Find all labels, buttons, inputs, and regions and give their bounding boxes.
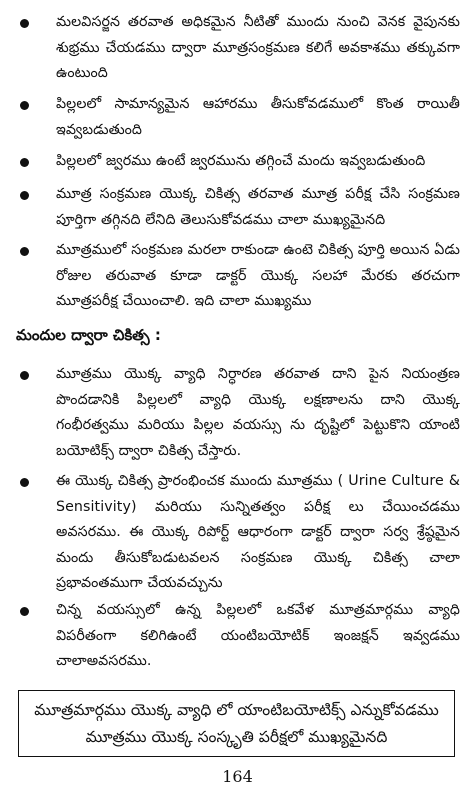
bullet-icon (20, 371, 29, 380)
bullet-icon (20, 19, 29, 28)
list-item-text: మూత్రములో సంక్రమణ మరలా రాకుండా ఉంటె చికిత్స పూర్తి అయిన ఏడు రోజుల తరువాత కూడా డాక్టర్ యొక్క సలహా మేరకు తరచుగా మూత్రపరీక్ష చేయించాలి. ఇది చాలా ముఖ్యము (56, 242, 460, 309)
bullet-icon (20, 101, 29, 110)
page-number: 164 (222, 767, 253, 786)
list-item-text: చిన్న వయస్సులో ఉన్న పిల్లలలో ఒకవేళ మూత్రమార్గము వ్యాధి విపరీతంగా కలిగిఉంటే యంటిబయోటిక్ ఇంజక్షన్ ఇవ్వడము చాలాఅవసరము. (56, 602, 460, 669)
list-item-text: మలవిసర్జన తరవాత అధికమైన నీటితో ముందు నుంచి వెనక వైపునకు శుభ్రము చేయడము ద్వారా మూత్రసంక్రమణ కలిగే అవకాశము తక్కువగా ఉంటుంది (56, 14, 460, 81)
bullet-icon (20, 478, 29, 487)
bullet-icon (20, 158, 29, 167)
list-item-text: మూత్ర సంక్రమణ యొక్క చికిత్స తరవాత మూత్ర పరీక్ష చేసి సంక్రమణ పూర్తిగా తగ్గినది లేనిది తెలుసుకోవడము చాలా ముఖ్యమైనది (56, 186, 460, 228)
section-heading: మందుల ద్వారా చికిత్స : (16, 326, 161, 344)
highlight-box (18, 690, 455, 757)
list-item-text: పిల్లలలో జ్వరము ఉంటే జ్వరమును తగ్గించే మందు ఇవ్వబడుతుంది (56, 153, 426, 169)
bullet-icon (20, 247, 29, 256)
list-item-text: ఈ యొక్క చికిత్స ప్రారంభించక ముందు మూత్రము ( Urine Culture & Sensitivity) మరియు సున్నితత్వం పరీక్ష లు చేయించడము అవసరము. ఈ యొక్క రిపోర్ట్ ఆధారంగా డాక్టర్ ద్వారా సర్వ శ్రేష్ఠమైన మందు తీసుకోబడుటవలన సంక్రమణ యొక్క చికిత్స చాలా ప్రభావంతముగా చేయవచ్చును (56, 473, 460, 591)
list-item-text: పిల్లలలో సామాన్యమైన ఆహారము తీసుకోవడములో కొంత రాయితీ ఇవ్వబడుతుంది (56, 96, 460, 138)
highlight-text: మూత్రమార్గము యొక్క వ్యాధి లో యాంటిబయోటిక్స్ ఎన్నుకోవడము మూత్రము యొక్క సంస్కృతి పరీక్షలో ముఖ్యమైనది (34, 701, 439, 746)
bullet-icon (20, 607, 29, 616)
list-item-text: మూత్రము యొక్క వ్యాధి నిర్ధారణ తరవాత దాని పైన నియంత్రణ పొందడానికి పిల్లలలో వ్యాధి యొక్క లక్షణాలను దాని యొక్క గంభీరత్వము మరియు పిల్లల వయస్సు ను దృష్టిలో పెట్టుకొని యాంటి బయోటిక్స్ ద్వారా చికిత్స చేస్తారు. (56, 366, 460, 459)
bullet-icon (20, 191, 29, 200)
